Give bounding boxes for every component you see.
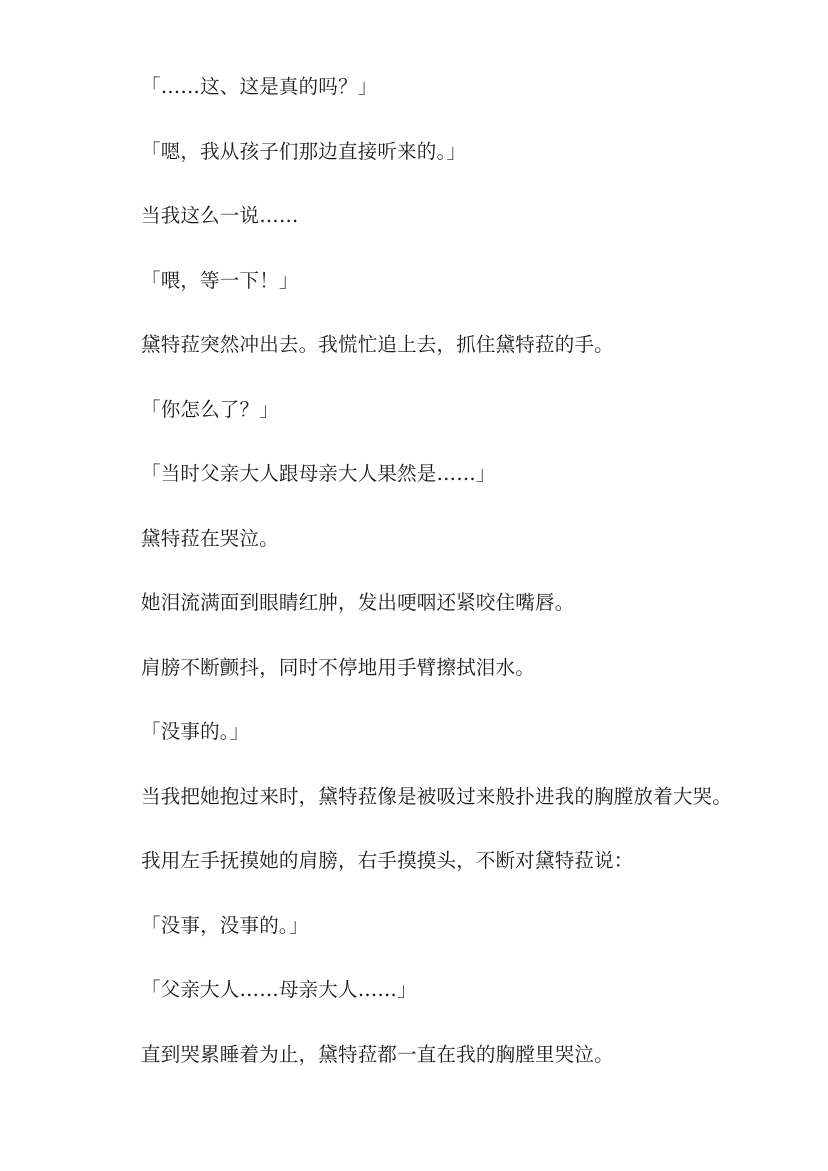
paragraph: 肩膀不断颤抖，同时不停地用手臂擦拭泪水。 <box>141 655 536 679</box>
paragraph: 我用左手抚摸她的肩膀，右手摸摸头，不断对黛特菈说： <box>141 849 634 872</box>
text-body <box>141 70 801 1102</box>
paragraph: 「父亲大人……母亲大人……」 <box>141 978 417 1001</box>
paragraph: 「没事，没事的。」 <box>141 913 309 937</box>
paragraph: 「喂，等一下！」 <box>141 268 299 292</box>
paragraph: 「嗯，我从孩子们那边直接听来的。」 <box>141 139 467 163</box>
paragraph: 当我把她抱过来时，黛特菈像是被吸过来般扑进我的胸膛放着大哭。 <box>141 784 733 808</box>
paragraph: 「……这、这是真的吗？」 <box>141 75 378 98</box>
paragraph: 「没事的。」 <box>141 720 250 743</box>
paragraph: 「当时父亲大人跟母亲大人果然是……」 <box>141 462 496 485</box>
paragraph: 「你怎么了？」 <box>141 397 279 421</box>
paragraph: 直到哭累睡着为止，黛特菈都一直在我的胸膛里哭泣。 <box>141 1042 614 1066</box>
paragraph: 黛特菈在哭泣。 <box>141 526 279 550</box>
paragraph: 黛特菈突然冲出去。我慌忙追上去，抓住黛特菈的手。 <box>141 333 614 356</box>
paragraph: 她泪流满面到眼睛红肿，发出哽咽还紧咬住嘴唇。 <box>141 591 575 614</box>
paragraph: 当我这么一说…… <box>141 204 299 227</box>
